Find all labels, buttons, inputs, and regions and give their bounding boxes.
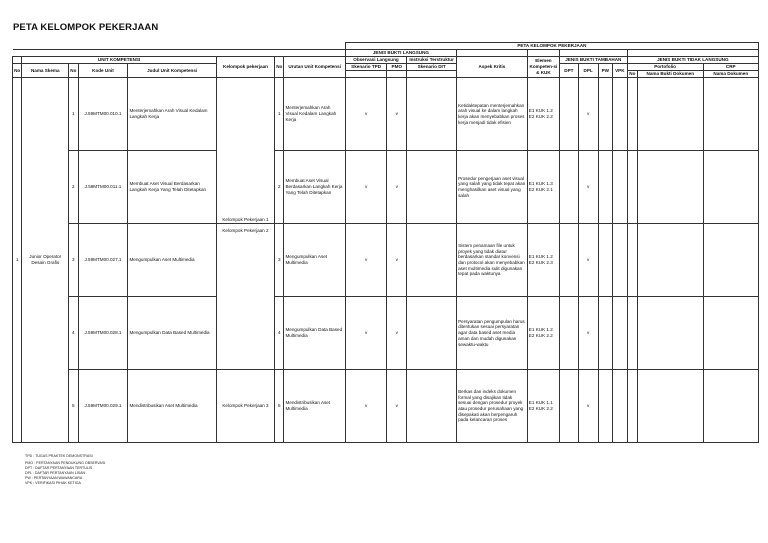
row-no: 5 xyxy=(69,370,78,443)
scheme-name: Junior Operator Desain Grafis xyxy=(22,78,69,443)
row-tpd: v xyxy=(345,297,387,370)
row-urut-no: 1 xyxy=(275,78,284,151)
header-jenis-tambahan: JENIS BUKTI TAMBAHAN xyxy=(560,57,628,64)
scheme-no: 1 xyxy=(13,78,22,443)
row-tpd: v xyxy=(345,151,387,224)
header-main: PETA KELOMPOK PEKERJAAN xyxy=(345,43,758,50)
row-aspek-kritis: Berkas dan indeks dokumen formal yang disajikan tidak sesuai dengan prosedur proyek atau prosedur perusahaan yang disepakati akan berpengaruh pada kelancaran proses xyxy=(457,370,528,443)
header-judul-unit: Judul Unit Kompetensi xyxy=(128,64,216,78)
group-3: Kelompok Pekerjaan 3 xyxy=(216,370,274,443)
row-dpt: v xyxy=(578,370,598,443)
legend-note: DPT : DAFTAR PERTANYAAN TERTULIS xyxy=(25,466,93,470)
row-judul-unit: Mengumpulkan Data Based Multimedia xyxy=(128,297,216,370)
row-kuk: E1 KUK 1.3 E2 KUK 2.1 xyxy=(527,151,559,224)
row-urut-unit: Membuat Aset Visual Berdasarkan Langkah Kerja Yang Telah Ditetapkan xyxy=(284,151,345,224)
row-pmo: v xyxy=(387,297,407,370)
row-judul-unit: Mendistribusikan Aset Multimedia xyxy=(128,370,216,443)
row-judul-unit: Mengumpulkan Aset Multimedia xyxy=(128,224,216,297)
row-no: 3 xyxy=(69,224,78,297)
header-no-urutan: No xyxy=(275,57,284,78)
header-nama-skema: Nama Skema xyxy=(22,64,69,78)
row-kuk: E1 KUK 1.2 E2 KUK 2.3 xyxy=(527,224,559,297)
header-aspek-kritis: Aspek Kritis xyxy=(457,57,528,78)
row-urut-no: 2 xyxy=(275,151,284,224)
group-2: Kelompok Pekerjaan 2 xyxy=(216,224,274,370)
header-nama-bukti: Nama Bukti Dokumen xyxy=(638,71,704,78)
legend-note: VPK : VERIFIKASI PIHAK KETIGA xyxy=(25,481,81,485)
legend-note: PW : PERTANYAAN WAWANCARA xyxy=(25,476,83,480)
legend-note: DPL : DAFTAR PERTANYAAN LISAN xyxy=(25,471,86,475)
row-judul-unit: Menterjemahkan Arah Visual Kedalam Langkah Kerja xyxy=(128,78,216,151)
header-crp: CRP xyxy=(703,64,758,71)
table-row xyxy=(13,78,759,151)
header-portofolio: Portofolio xyxy=(627,64,703,71)
row-urut-unit: Mengumpulkan Data Based Multimedia xyxy=(284,297,345,370)
row-aspek-kritis: Sistem penamaan file untuk proyek yang tidak diatur berdasarkan standar konvensi dan protocol akan menyebabkan aset multimedia sulit digunakan tepat pada waktunya xyxy=(457,224,528,297)
header-instruksi: Instruksi Terstruktur xyxy=(407,57,457,64)
table-row xyxy=(13,370,759,443)
header-observasi: Observasi Langsung xyxy=(345,57,406,64)
row-tpd: v xyxy=(345,224,387,297)
table-row xyxy=(13,297,759,370)
header-no: No xyxy=(13,64,22,78)
header-skenario-dit: Skenario DIT xyxy=(407,64,457,71)
header-vpk: VPK xyxy=(613,64,628,78)
group-1: Kelompok Pekerjaan 1 xyxy=(216,78,274,224)
competency-map-table xyxy=(12,42,759,443)
row-dpt: v xyxy=(578,297,598,370)
row-no: 4 xyxy=(69,297,78,370)
header-dpt: DPT xyxy=(560,64,579,78)
row-no: 1 xyxy=(69,78,78,151)
row-dpt: v xyxy=(578,151,598,224)
row-kuk: E1 KUK 1.1 E2 KUK 2.2 xyxy=(527,370,559,443)
table-row xyxy=(13,151,759,224)
row-kode-unit: J.59MTM00.027.1 xyxy=(78,224,128,297)
header-pmo: PMO xyxy=(387,64,407,71)
header-urutan-unit: Urutan Unit Kompetensi xyxy=(284,57,345,78)
row-urut-no: 5 xyxy=(275,370,284,443)
row-aspek-kritis: Ketidaktepatan menterjemahkan arah visual ke dalam langkah kerja akan menyebabkan proses kerja menjadi tidak efisien xyxy=(457,78,528,151)
row-dpt: v xyxy=(578,78,598,151)
legend-note: PMO : PERTANYAAN PENDUKUNG OBSERVASI xyxy=(25,461,106,465)
row-pmo: v xyxy=(387,151,407,224)
row-pmo: v xyxy=(387,78,407,151)
row-tpd: v xyxy=(345,78,387,151)
header-kode-unit: Kode Unit xyxy=(78,64,128,78)
row-kode-unit: J.59MTM00.010.1 xyxy=(78,78,128,151)
row-urut-no: 3 xyxy=(275,224,284,297)
document-title: PETA KELOMPOK PEKERJAAN xyxy=(13,22,159,33)
row-pmo: v xyxy=(387,370,407,443)
row-aspek-kritis: Persyaratan pengumpulan harus ditentukan sesuai persyaratan agar data based aset media aman dan mudah digunakan sewaktu-waktu xyxy=(457,297,528,370)
header-pw: PW xyxy=(598,64,613,78)
row-urut-unit: Menterjemahkan Arah Visual Kedalam Langkah Kerja xyxy=(284,78,345,151)
header-elemen: Elemen Kompeten-si & KUK xyxy=(527,57,559,78)
row-pmo: v xyxy=(387,224,407,297)
row-dpt: v xyxy=(578,224,598,297)
row-urut-no: 4 xyxy=(275,297,284,370)
row-tpd: v xyxy=(345,370,387,443)
row-kode-unit: J.59MTM00.029.1 xyxy=(78,370,128,443)
header-jenis-langsung: JENIS BUKTI LANGSUNG xyxy=(345,50,456,57)
row-kode-unit: J.59MTM00.011.1 xyxy=(78,151,128,224)
header-unit-kompetensi: UNIT KOMPETENSI xyxy=(22,57,216,64)
header-skenario-tpd: Skenario TPD xyxy=(345,64,387,71)
header-jenis-tidak-langsung: JENIS BUKTI TIDAK LANGSUNG xyxy=(627,57,758,64)
row-kuk: E1 KUK 1.2 E2 KUK 2.2 xyxy=(527,78,559,151)
row-kuk: E1 KUK 1.2 E2 KUK 2.2 xyxy=(527,297,559,370)
row-aspek-kritis: Prosedur pengerjaan aset visual yang salah yang tidak tepat akan menghasilkan aset visual yang salah xyxy=(457,151,528,224)
row-kode-unit: J.59MTM00.028.1 xyxy=(78,297,128,370)
header-nama-dokumen: Nama Dokumen xyxy=(703,71,758,78)
header-no-bukti: No xyxy=(627,71,637,78)
header-no-unit: No xyxy=(69,64,78,78)
header-dpl: DPL xyxy=(578,64,598,78)
table-row xyxy=(13,224,759,297)
row-judul-unit: Membuat Aset Visual Berdasarkan Langkah Kerja Yang Telah Ditetapkan xyxy=(128,151,216,224)
row-no: 2 xyxy=(69,151,78,224)
legend-note: TPD : TUGAS PRAKTEK DEMONSTRASI xyxy=(25,454,93,458)
row-urut-unit: Mengumpulkan Aset Multimedia xyxy=(284,224,345,297)
header-kelompok: Kelompok pekerjaan xyxy=(216,57,274,78)
row-urut-unit: Mendistribusikan Aset Multimedia xyxy=(284,370,345,443)
